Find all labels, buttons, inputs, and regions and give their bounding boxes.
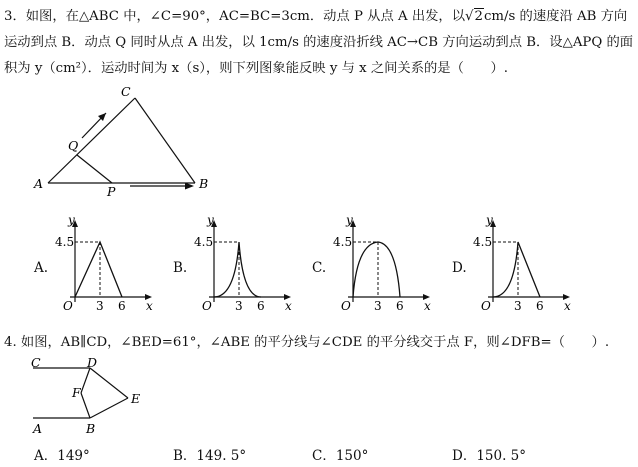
- label-a: A: [34, 176, 44, 191]
- q4-option-c[interactable]: [312, 444, 368, 464]
- q4-option-c-letter: C．: [312, 448, 336, 464]
- q3-line-2: 运动到点 B．动点 Q 同时从点 A 出发，以 1cm/s 的速度沿折线 AC→CB 方向运动到点 B．设△APQ 的面: [4, 35, 634, 50]
- q3-option-c-graph[interactable]: [333, 212, 438, 313]
- segment-ac: [48, 98, 135, 183]
- label-b: B: [199, 176, 209, 191]
- q3-option-b-graph[interactable]: [194, 212, 299, 313]
- origin-label: O: [202, 299, 212, 313]
- q4-option-b-value: 149. 5°: [196, 448, 247, 464]
- label-f: F: [72, 385, 81, 400]
- label-q: Q: [68, 138, 79, 153]
- q3-option-a-graph[interactable]: [55, 212, 160, 313]
- x-tick-6: 6: [536, 299, 544, 313]
- origin-label: O: [481, 299, 491, 313]
- sqrt-radicand: 2: [474, 9, 483, 24]
- q3-option-d-letter[interactable]: D.: [452, 260, 467, 276]
- label-d: D: [87, 355, 98, 370]
- q3-line-1-part-b: cm/s 的速度沿 AB 方向: [483, 9, 628, 24]
- segment-fb: [81, 393, 90, 418]
- x-tick-6: 6: [118, 299, 126, 313]
- segment-qp: [77, 155, 112, 183]
- graph-curve: [353, 242, 400, 297]
- segment-de: [90, 368, 128, 398]
- graph-curve: [75, 242, 122, 297]
- x-tick-3: 3: [96, 299, 104, 313]
- y-axis-label: y: [486, 213, 493, 227]
- x-tick-3: 3: [514, 299, 522, 313]
- origin-label: O: [63, 299, 73, 313]
- q4-option-a[interactable]: [34, 444, 90, 464]
- q4-option-b[interactable]: [173, 444, 246, 464]
- label-c: C: [31, 355, 41, 370]
- label-b: B: [86, 421, 96, 436]
- x-tick-6: 6: [257, 299, 265, 313]
- x-axis-label: x: [424, 299, 431, 313]
- segment-cb: [135, 98, 195, 183]
- y-max-label: 4.5: [333, 235, 353, 249]
- y-axis-label: y: [207, 213, 214, 227]
- q4-parallel-figure: [20, 352, 160, 440]
- x-tick-3: 3: [374, 299, 382, 313]
- q4-text: 4. 如图，AB∥CD，∠BED=61°，∠ABE 的平分线与∠CDE 的平分线交于点 F，则∠DFB=（ ）.: [4, 335, 610, 350]
- q4-option-c-value: 150°: [335, 448, 369, 464]
- label-p: P: [107, 184, 116, 199]
- q3-option-b-letter[interactable]: B.: [173, 260, 188, 276]
- segment-be: [90, 398, 128, 418]
- x-tick-6: 6: [396, 299, 404, 313]
- sqrt-symbol: √: [465, 9, 474, 24]
- q3-line-1-part-a: 3．如图，在△ABC 中，∠C=90°，AC=BC=3cm．动点 P 从点 A 出发，以: [4, 9, 466, 24]
- label-e: E: [131, 391, 141, 406]
- q4-option-d[interactable]: [452, 444, 526, 464]
- origin-label: O: [341, 299, 351, 313]
- y-axis-label: y: [68, 213, 75, 227]
- y-axis-label: y: [346, 213, 353, 227]
- x-axis-label: x: [285, 299, 292, 313]
- x-tick-3: 3: [235, 299, 243, 313]
- graph-curve: [214, 242, 261, 297]
- q4-option-b-letter: B．: [173, 448, 197, 464]
- q3-option-d-graph[interactable]: [473, 212, 578, 313]
- q4-option-a-value: 149°: [57, 448, 90, 464]
- label-a: A: [33, 421, 43, 436]
- x-axis-label: x: [564, 299, 571, 313]
- q4-option-a-letter: A．: [34, 448, 58, 464]
- q4-option-d-value: 150. 5°: [476, 448, 527, 464]
- q4-option-d-letter: D．: [452, 448, 477, 464]
- label-c: C: [121, 84, 131, 99]
- segment-df: [81, 368, 90, 393]
- y-max-label: 4.5: [194, 235, 214, 249]
- q3-option-a-letter[interactable]: A.: [34, 260, 49, 276]
- y-max-label: 4.5: [473, 235, 493, 249]
- q3-triangle-figure: [0, 82, 230, 200]
- q3-line-1: [4, 8, 627, 26]
- graph-curve: [493, 242, 540, 297]
- q3-line-3: 积为 y（cm²）．运动时间为 x（s），则下列图象能反映 y 与 x 之间关系的是（ ）.: [4, 61, 509, 76]
- y-max-label: 4.5: [55, 235, 75, 249]
- q3-option-c-letter[interactable]: C.: [312, 260, 327, 276]
- x-axis-label: x: [146, 299, 153, 313]
